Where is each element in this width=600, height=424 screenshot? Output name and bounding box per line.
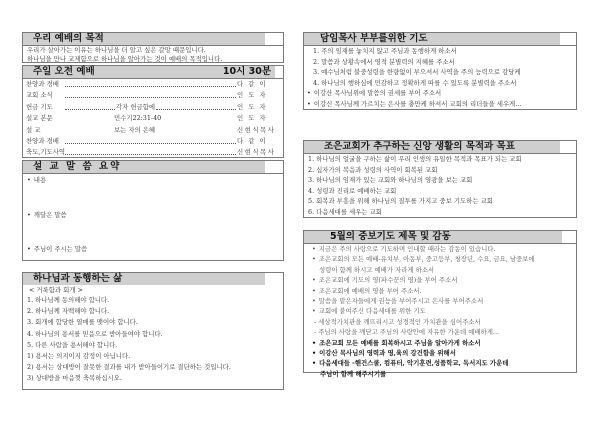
pastor-prayer-item: • 이강신 목사님께 가르치는 은사를 충만케 하셔서 교회의 리더들을 세우게... [304, 99, 576, 110]
church-goal-item: 5. 회복과 부흥을 위해 하나님의 질투를 가지고 중보 기도하는 교회 [308, 197, 493, 206]
intercession-item: • 이강산 목사님의 영력과 영,육의 강건함을 위해서 [304, 348, 576, 358]
service-order-middle: 민수기22:31-40 [114, 114, 162, 123]
service-order-middle: 보는 자의 은혜 [114, 125, 156, 134]
pastor-prayer-title: 담임목사 부부를위한 기도 [304, 33, 560, 45]
walk-with-god-subtitle: < 거룩함과 회개 > [29, 286, 83, 294]
intercession-item: • 말씀을 맡은자들에게 권능을 부어주시고 은사를 부어주소서 [304, 296, 576, 306]
sunday-service-time: 10시 30분 [222, 66, 271, 77]
pastor-prayer-box [303, 32, 577, 110]
walk-item: 2) 용서는 상대방이 잘못한 결과를 내가 받아들이기로 결단하는 것입니다. [27, 363, 231, 372]
sermon-summary-title: 설 교 말 씀 요약 [23, 161, 265, 173]
walk-item: 3) 상대방을 마음껏 축복하십시오. [27, 374, 122, 383]
walk-item: 3. 회개에 합당한 열매를 맺어야 합니다. [27, 318, 138, 327]
church-goals-title: 조은교회가 추구하는 신앙 생활의 목적과 목표 [304, 141, 560, 153]
sermon-summary-realized: • 깨달은 말씀 [23, 210, 67, 219]
service-order-row [23, 102, 283, 113]
pastor-prayer-item: 2. 말씀과 상황속에서 영적 분별력의 지혜를 주소서 [313, 57, 455, 66]
service-order-label: 설 교 [26, 125, 41, 134]
intercession-item: • 지금은 주의 사랑으로 기도하며 인내할 때라는 감동이 있습니다. [304, 244, 576, 254]
service-order-row [23, 136, 283, 147]
spacer [64, 113, 114, 124]
pastor-prayer-item: 1. 주의 임재를 놓치지 않고 주님과 동행하게 하소서 [313, 47, 457, 55]
service-order-label: 축도,기도사역 [26, 148, 66, 157]
dot-leader [156, 102, 236, 110]
service-order-label: 교회 소식 [26, 91, 53, 100]
pastor-prayer-list [304, 46, 576, 110]
walk-item: 4. 하나님의 용서를 믿음으로 받아들여야 합니다. [27, 329, 163, 338]
service-order-label: 헌금 기도 [26, 102, 53, 111]
service-order-row [23, 90, 283, 101]
worship-purpose-line-1: 우리가 살아가는 이유는 하나님을 더 알고 싶은 갈망 때문입니다. [27, 46, 206, 54]
sermon-summary-content: • 내용 [23, 175, 46, 184]
worship-purpose-title: 우리 예배의 목적 [23, 33, 265, 45]
intercession-item: • 조은교회에 예배의 영을 부어 주소서. [304, 286, 576, 296]
church-goals-box [303, 140, 577, 218]
church-goal-item: 1. 하나님의 얼굴을 구하는 삶이 우리 인생의 유일한 목적과 목표가 되는 교회 [308, 155, 522, 163]
service-order-middle: 각자 헌금함에 [116, 102, 156, 111]
service-order-leader: 신현식목사 [237, 148, 276, 157]
intercession-item: - 세상적가치관을 깨뜨리시고 성경적인 가치관을 심어주소서 [314, 317, 481, 326]
worship-purpose-box [22, 32, 284, 63]
spacer [64, 125, 114, 136]
service-order-row [23, 113, 283, 124]
intercession-item: • 조은교회의 모든 예배-유치부, 아동부, 중고등부, 청장년, 수요, 금요, 남중보에 [304, 254, 576, 264]
service-order-leader: 신현식목사 [237, 125, 276, 134]
sunday-service-header [23, 66, 275, 78]
service-order-leader: 다 같 이 [237, 136, 268, 145]
service-order-leader: 인 도 자 [237, 114, 268, 123]
church-goal-item: 2. 십자가의 복음과 성령의 사역이 회복된 교회 [308, 165, 438, 174]
sermon-summary-given: • 주님이 주시는 말씀 [23, 244, 87, 253]
service-order-row [23, 79, 283, 90]
walk-item: 5. 다른 사람을 용서해야 합니다. [27, 340, 118, 349]
church-goal-item: 4. 성령과 진리로 예배하는 교회 [308, 186, 397, 195]
intercession-item: • 다음세대들 -핸건스쿨, 컴퓨터, 악기훈련,성품학교, 독서지도 가운데 [304, 358, 576, 368]
intercession-item: 성령이 함께 하시고 예배가 자라게 하소서 [319, 265, 435, 274]
church-goal-item: 6. 다음세대를 세우는 교회 [308, 207, 382, 216]
sermon-summary-box [22, 160, 284, 261]
service-order-leader: 인 도 자 [237, 91, 268, 100]
church-goals-list [304, 154, 576, 218]
may-intercession-title: 5월의 중보기도 제목 및 감동 [304, 231, 562, 243]
walk-item: 2. 하나님께 자백해야 합니다. [27, 307, 110, 316]
intercession-item: • 조은교회 모든 예배를 회복하시고 주님을 알아가게 하소서 [304, 338, 576, 348]
walk-with-god-list [23, 295, 283, 385]
pastor-prayer-item: 3. 예수님처럼 불중성령을 한량없이 부으셔서 사역을 주의 능력으로 감당케 [313, 68, 521, 77]
pastor-prayer-item: 4. 하나님의 행하심에 민감하고 정확하게 따를 수 있도록 분별력을 주소서 [313, 78, 517, 87]
intercession-item: • 조은교회에 기도의 영(파수꾼의 영)을 부어 주소서 [304, 275, 576, 285]
dot-leader [65, 147, 236, 155]
church-goal-item: 3. 하나님의 임재가 있는 교회와 하나님의 영광을 보는 교회 [308, 176, 473, 185]
may-intercession-list [304, 244, 576, 379]
walk-with-god-title: 하나님과 동행하는 삶 [23, 273, 265, 285]
sunday-service-box [22, 65, 284, 158]
service-order-leader: 다 같 이 [237, 80, 268, 88]
spacer [161, 113, 237, 124]
service-order-label: 설교 본문 [26, 114, 53, 123]
dot-leader [65, 90, 236, 98]
walk-item: 1) 용서는 의지이지 감정이 아닙니다. [27, 351, 131, 360]
service-order-list [23, 79, 283, 159]
walk-item: 1. 하나님께 동의해야 합니다. [27, 296, 110, 304]
spacer [155, 125, 237, 136]
worship-purpose-line-2: 하나님을 만나 교제함으로 하나님을 알아가는 것이 예배의 목적입니다. [27, 55, 223, 63]
dot-leader [65, 136, 236, 144]
walk-with-god-box [22, 272, 284, 390]
service-order-row [23, 125, 283, 136]
dot-leader [65, 79, 236, 87]
service-order-leader: 인 도 자 [237, 102, 268, 111]
pastor-prayer-item: • 이강산 목사님위에 말씀의 권세를 부어 주소서 [304, 88, 576, 99]
intercession-item: 주님이 함께 해주시기를 [320, 369, 387, 378]
service-order-row [23, 147, 283, 158]
intercession-item: - 주님의 사랑을 깨닫고 주님의 사랑안에 자유한 가운데 예배하게... [314, 328, 500, 337]
sunday-service-title: 주일 오전 예배 [33, 66, 95, 77]
service-order-label: 찬양과 경배 [26, 80, 59, 88]
service-order-label: 찬양과 경배 [26, 136, 59, 145]
intercession-item: • 교회에 붙여주신 다음세대를 위한 기도 [304, 306, 576, 316]
dot-leader [65, 102, 115, 110]
may-intercession-box [303, 230, 577, 378]
